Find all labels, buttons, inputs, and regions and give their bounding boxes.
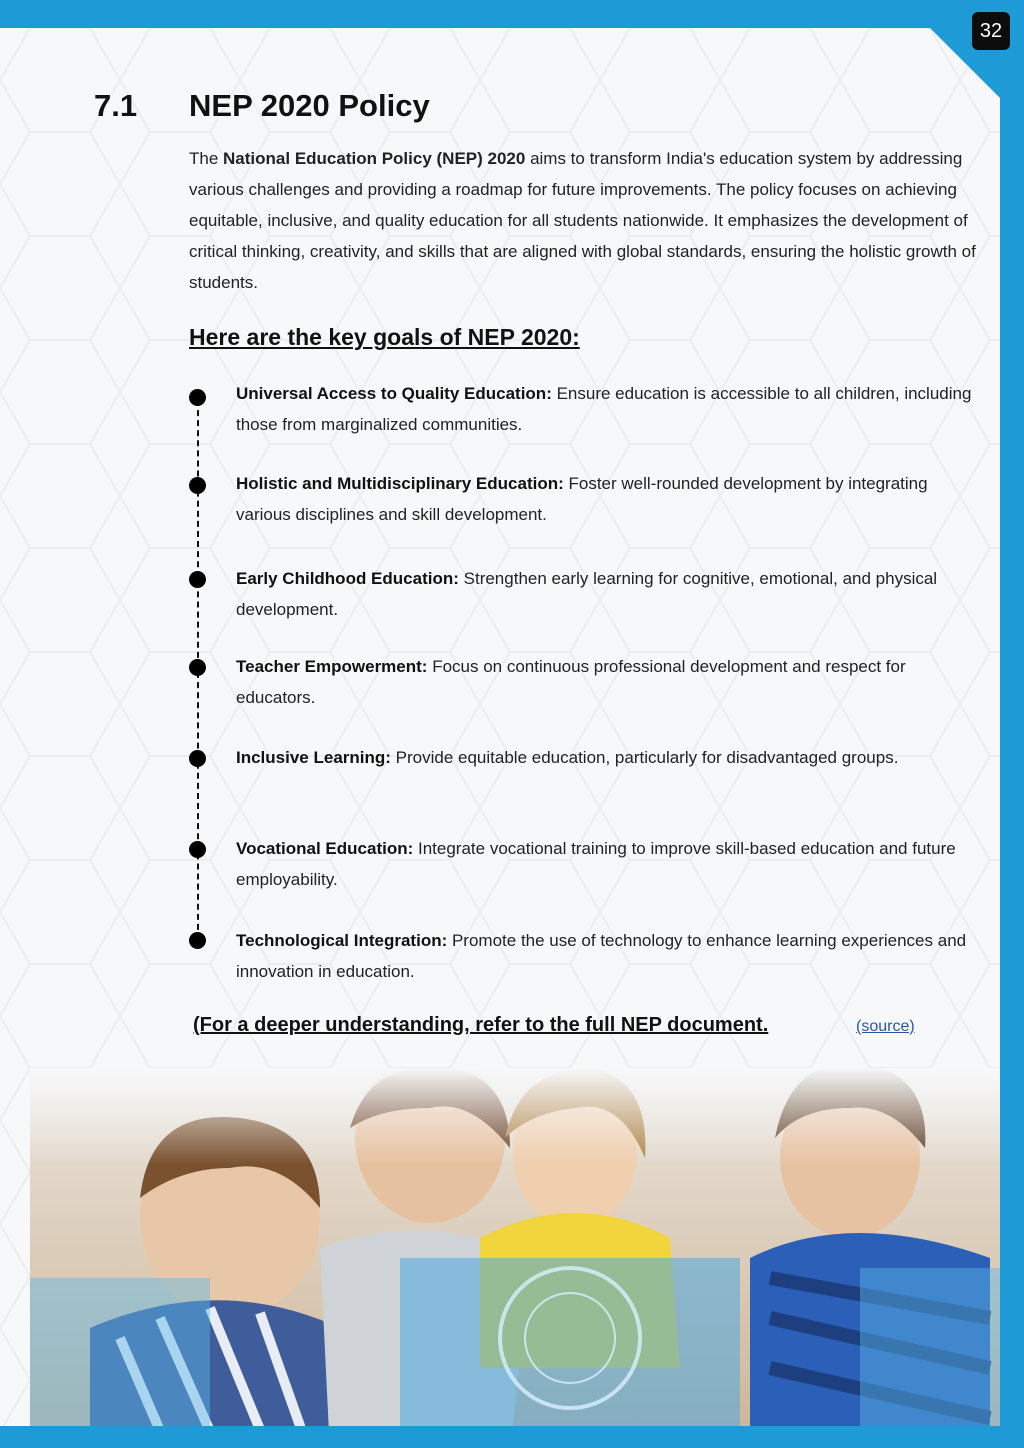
section-number: 7.1 <box>94 88 138 123</box>
goal-text: Provide equitable education, particularly for disadvantaged groups. <box>390 748 899 767</box>
goal-item-teacher-empowerment <box>236 651 976 713</box>
footer-note: (For a deeper understanding, refer to the full NEP document. <box>193 1014 769 1036</box>
intro-prefix: The <box>189 149 224 168</box>
timeline-dot <box>189 750 206 767</box>
goal-item-universal-access <box>236 378 976 440</box>
intro-rest: aims to transform India's education system by addressing various challenges and providing a roadmap for future improvements. The policy focuses on achieving equitable, inclusive, and quality education for all students nationwide. It emphasizes the development of critical thinking, creativity, and skills that are aligned with global standards, ensuring the holistic growth of students. <box>189 149 976 292</box>
goal-title: Inclusive Learning: <box>236 748 391 767</box>
goal-item-holistic <box>236 468 976 530</box>
intro-paragraph <box>189 143 979 298</box>
goal-title: Universal Access to Quality Education: <box>236 384 552 403</box>
goal-item-early-childhood <box>236 563 976 625</box>
top-frame-band <box>0 0 1024 28</box>
goal-text: Promote the use of technology to enhance learning experiences and innovation in education. <box>236 931 967 981</box>
intro-bold: National Education Policy (NEP) 2020 <box>223 149 526 168</box>
goal-item-technological <box>236 925 976 987</box>
goal-text: Integrate vocational training to improve skill-based education and future employability. <box>236 839 956 889</box>
section-title: NEP 2020 Policy <box>189 88 430 123</box>
goal-item-vocational <box>236 833 976 895</box>
goal-title: Early Childhood Education: <box>236 569 459 588</box>
timeline-dot <box>189 389 206 406</box>
timeline-dot <box>189 477 206 494</box>
goal-text: Strengthen early learning for cognitive, emotional, and physical development. <box>236 569 938 619</box>
timeline-dot <box>189 659 206 676</box>
timeline-dot <box>189 841 206 858</box>
goal-text: Focus on continuous professional development and respect for educators. <box>236 657 906 707</box>
source-link[interactable]: (source) <box>856 1018 915 1035</box>
timeline-dot <box>189 571 206 588</box>
goal-title: Holistic and Multidisciplinary Education: <box>236 474 564 493</box>
goals-heading: Here are the key goals of NEP 2020: <box>189 324 580 350</box>
page-number: 32 <box>972 12 1010 50</box>
goal-title: Technological Integration: <box>236 931 448 950</box>
timeline-dot <box>189 932 206 949</box>
goal-text: Ensure education is accessible to all children, including those from marginalized communities. <box>236 384 972 434</box>
goal-title: Teacher Empowerment: <box>236 657 428 676</box>
goal-title: Vocational Education: <box>236 839 414 858</box>
classroom-photo <box>30 1068 1000 1426</box>
goal-item-inclusive-learning <box>236 742 976 773</box>
goal-text: Foster well-rounded development by integrating various disciplines and skill development. <box>236 474 928 524</box>
